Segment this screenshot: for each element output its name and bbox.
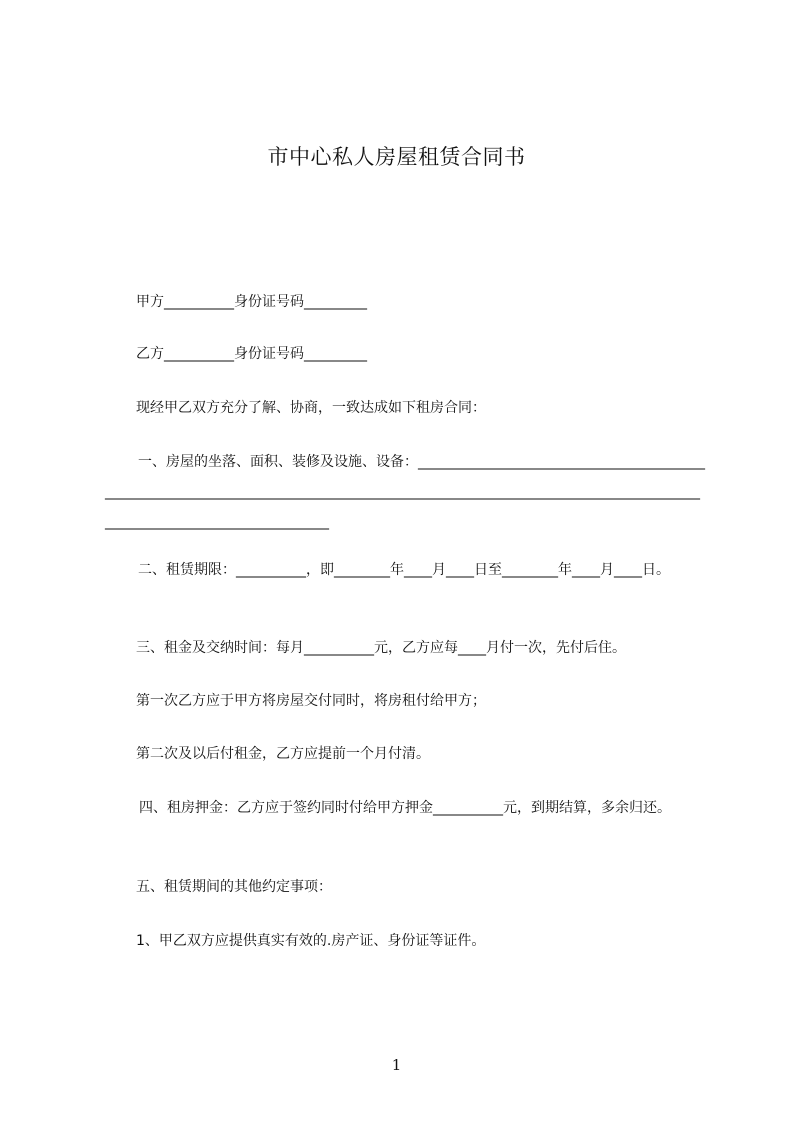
party-b-line: 乙方__________身份证号码_________ [136,346,367,362]
clause-2-lease-term: 二、租赁期限：__________，即________年____月____日至________年____月____日。 [138,562,670,578]
party-a-line: 甲方__________身份证号码_________ [136,294,367,310]
page-number: 1 [391,1056,402,1074]
clause-3-rent-payment: 三、租金及交纳时间：每月__________元，乙方应每____月付一次，先付后住。 [136,640,626,656]
clause-1-property-details: 一、房屋的坐落、面积、装修及设施、设备：______________________________________________________________________________________________________________________________________________________________ [105,454,705,530]
document-title: 市中心私人房屋租赁合同书 [267,145,526,169]
clause-5-other-terms: 五、租赁期间的其他约定事项： [136,879,332,895]
clause-5-item-1: 1、甲乙双方应提供真实有效的.房产证、身份证等证件。 [136,933,486,949]
clause-3-first-payment: 第一次乙方应于甲方将房屋交付同时，将房租付给甲方； [136,693,486,709]
clause-4-deposit: 四、租房押金：乙方应于签约同时付给甲方押金__________元，到期结算，多余归还。 [139,800,671,816]
clause-3-subsequent-payment: 第二次及以后付租金，乙方应提前一个月付清。 [136,746,430,762]
intro-paragraph: 现经甲乙双方充分了解、协商，一致达成如下租房合同： [136,400,486,416]
